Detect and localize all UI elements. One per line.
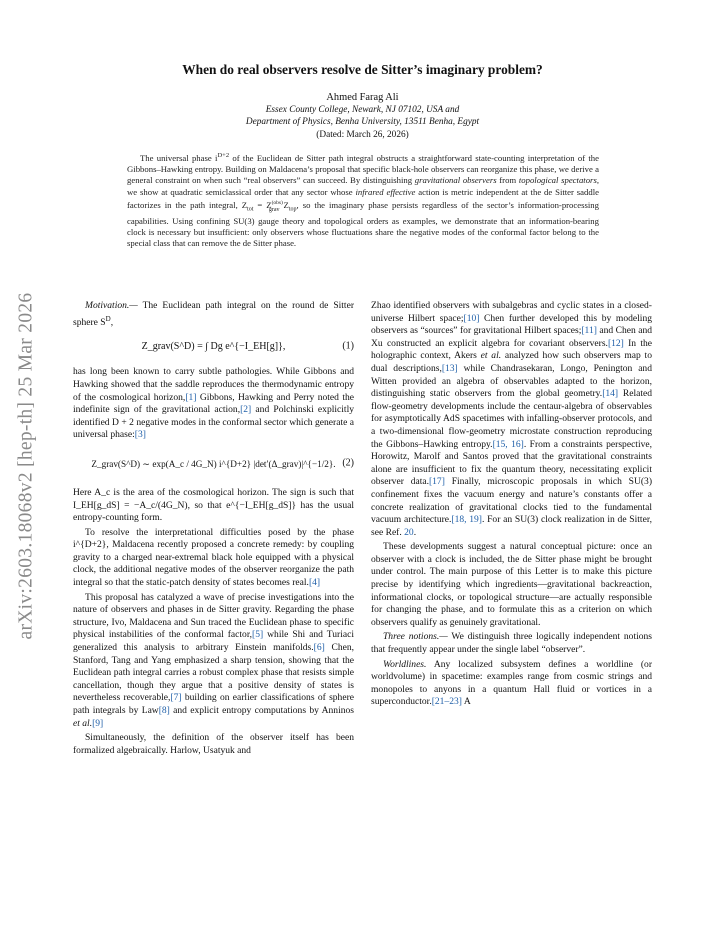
citation-2[interactable]: [2] [240, 404, 252, 416]
citation-15-16[interactable]: [15, 16] [492, 438, 524, 450]
citation-1[interactable]: [1] [185, 391, 197, 403]
paragraph-maldacena: To resolve the interpretational difficulties posed by the phase i^{D+2}, Maldacena recently proposed a concrete remedy: by coupling gravity to a charged near-extremal black hole equipped with a physical clock, the additional negative modes of the observer reorganize the path integral so that the static-patch density of states becomes real.[4] [73, 526, 354, 589]
paragraph-motivation: Motivation.— The Euclidean path integral on the round de Sitter sphere $S^D$, [73, 300, 354, 328]
paragraph-worldlines: Worldlines. Any localized subsystem defines a worldline (or worldvolume) in spacetime: examples range from cosmic strings and monopoles to anyons in a quantum Hall fluid or vortices in a superconductor.[21–23] A [371, 658, 652, 708]
citation-3[interactable]: [3] [134, 429, 146, 441]
equation-1 [73, 336, 354, 358]
author-block [60, 92, 665, 141]
equation-1-body: Z_grav(S^D) = ∫ Dg e^{−I_EH[g]}, [141, 341, 286, 353]
paragraph-algebraic: Simultaneously, the definition of the observer itself has been formalized algebraically. Harlow, Usatyuk and [73, 732, 354, 756]
paragraph-purpose: These developments suggest a natural conceptual picture: once an observer with a clock is included, the de Sitter phase might be brought under control. The main purpose of this Letter is to make this picture precise by identifying which ingredients—gravitational backreaction, informational clocks, or topological structure—are actually responsible for changing the phase, and to formulate this as a criterion on which observers qualify as genuinely gravitational. [371, 541, 652, 628]
citation-20[interactable]: 20 [404, 526, 414, 538]
citation-14[interactable]: [14] [602, 388, 619, 400]
citation-6[interactable]: [6] [313, 642, 325, 654]
right-column [371, 300, 652, 709]
citation-5[interactable]: [5] [252, 629, 264, 641]
citation-18-19[interactable]: [18, 19] [451, 514, 482, 526]
equation-2 [73, 449, 354, 479]
citation-8[interactable]: [8] [158, 705, 170, 717]
arxiv-identifier: arXiv:2603.18068v2 [hep-th] 25 Mar 2026 [15, 292, 36, 640]
citation-21-23[interactable]: [21–23] [431, 696, 462, 708]
arxiv-stamp [6, 0, 46, 932]
paper-title: When do real observers resolve de Sitter’s imaginary problem? [182, 62, 543, 77]
citation-7[interactable]: [7] [170, 692, 182, 704]
paragraph-pathologies: has long been known to carry subtle pathologies. While Gibbons and Hawking showed that the saddle reproduces the thermodynamic entropy of the cosmological horizon,[1] Gibbons, Hawking and Perry noted the indefinite sign of the gravitational action,[2] and Polchinski explicitly identified D + 2 negative modes in the conformal sector which generate a universal phase:[3] [73, 366, 354, 441]
abstract: The universal phase $i^{D+2}$ of the Euclidean de Sitter path integral obstructs a straightforward state-counting interpretation of the Gibbons–Hawking entropy. Building on Maldacena’s proposal that specific black-hole observers can reorganize this phase, we derive a general constraint on when such “real observers” can succeed. By distinguishing gravitational observers from topological spectators, we show at quadratic semiclassical order that any sector whose infrared effective action is metric independent at the de Sitter saddle factorizes in the path integral, $Z_{tot} = Z^{(obs)}_{grav}$ $Z_{top}$, so the imaginary phase persists regardless of the sector’s information-processing capabilities. Using confining SU(3) gauge theory and topological orders as examples, we demonstrate that an information-bearing clock is necessary but insufficient: only observers whose fluctuations share the negative modes of the conformal factor belong to the special class that can remove the de Sitter phase. [127, 152, 599, 249]
affiliation-1: Essex County College, Newark, NJ 07102, USA and [265, 105, 460, 116]
citation-11[interactable]: [11] [581, 325, 597, 337]
paragraph-three-notions: Three notions.— We distinguish three logically independent notions that frequently appear under the single label “observer”. [371, 631, 653, 656]
citation-17[interactable]: [17] [428, 476, 445, 488]
citation-4[interactable]: [4] [308, 577, 321, 589]
equation-2-number: (2) [342, 457, 354, 469]
citation-12[interactable]: [12] [607, 337, 624, 349]
citation-10[interactable]: [10] [463, 312, 480, 324]
left-column [73, 300, 354, 757]
paragraph-area: Here A_c is the area of the cosmological horizon. The sign is such that I_EH[g_dS] = −A_c/(4G_N), so that e^{−I_EH[g_dS]} has the usual entropy-counting form. [73, 486, 354, 524]
date-line: (Dated: March 26, 2026) [316, 129, 409, 140]
citation-13[interactable]: [13] [441, 362, 458, 374]
author-name: Ahmed Farag Ali [326, 92, 399, 103]
paragraph-investigations: This proposal has catalyzed a wave of precise investigations into the nature of observers and phases in de Sitter gravity. Regarding the phase structure, Ivo, Maldacena and Sun traced the Euclidean phase to specific physical instabilities of the conformal factor,[5] while Shi and Turiaci generalized this analysis to arbitrary Einstein manifolds.[6] Chen, Stanford, Tang and Yang emphasized a sharp tension, showing that the Euclidean path integral carries a robust complex phase that resists simple cancellation, though they argue that a positive density of states is nevertheless recoverable,[7] building on earlier classifications of sphere path integrals by Law[8] and explicit entropy computations by Anninos et al.[9] [73, 591, 354, 729]
equation-2-body: Z_grav(S^D) ∼ exp(A_c / 4G_N) i^{D+2} |det′(Δ_grav)|^{−1/2}. [91, 458, 336, 469]
equation-1-number: (1) [342, 341, 354, 353]
paragraph-algebras: Zhao identified observers with subalgebras and cyclic states in a closed-universe Hilbert space;[10] Chen further developed this by modeling observers as “sources” for gravitational Hilbert spaces;[11] and Chen and Xu constructed an explicit algebra for covariant observers.[12] In the holographic context, Akers et al. analyzed how such observers map to dual descriptions,[13] while Chandrasekaran, Longo, Penington and Witten provided an algebra of observables adapted to the horizon, distinguishing static observers from the global geometry.[14] Related flow-geometry developments include the centaur-algebra of observables for asymptotically AdS spacetimes with infalling-observer protocols, and a two-dimensional flow-geometry microstate construction reproducing the Gibbons–Hawking entropy.[15, 16]. From a constraints perspective, Horowitz, Marolf and Santos proved that the gravitational constraints alone are insufficient to fix the quantum theory, necessitating explicit observer data.[17] Finally, microscopic proposals in which SU(3) confinement fixes the vacuum energy and nature’s constants offer a concrete realization of gravitational clocks tied to the fundamental vacuum architecture.[18, 19]. For an SU(3) clock realization in de Sitter, see Ref. 20. [371, 300, 653, 538]
citation-9[interactable]: [9] [92, 717, 104, 729]
affiliation-2: Department of Physics, Benha University, 13511 Benha, Egypt [245, 117, 480, 128]
